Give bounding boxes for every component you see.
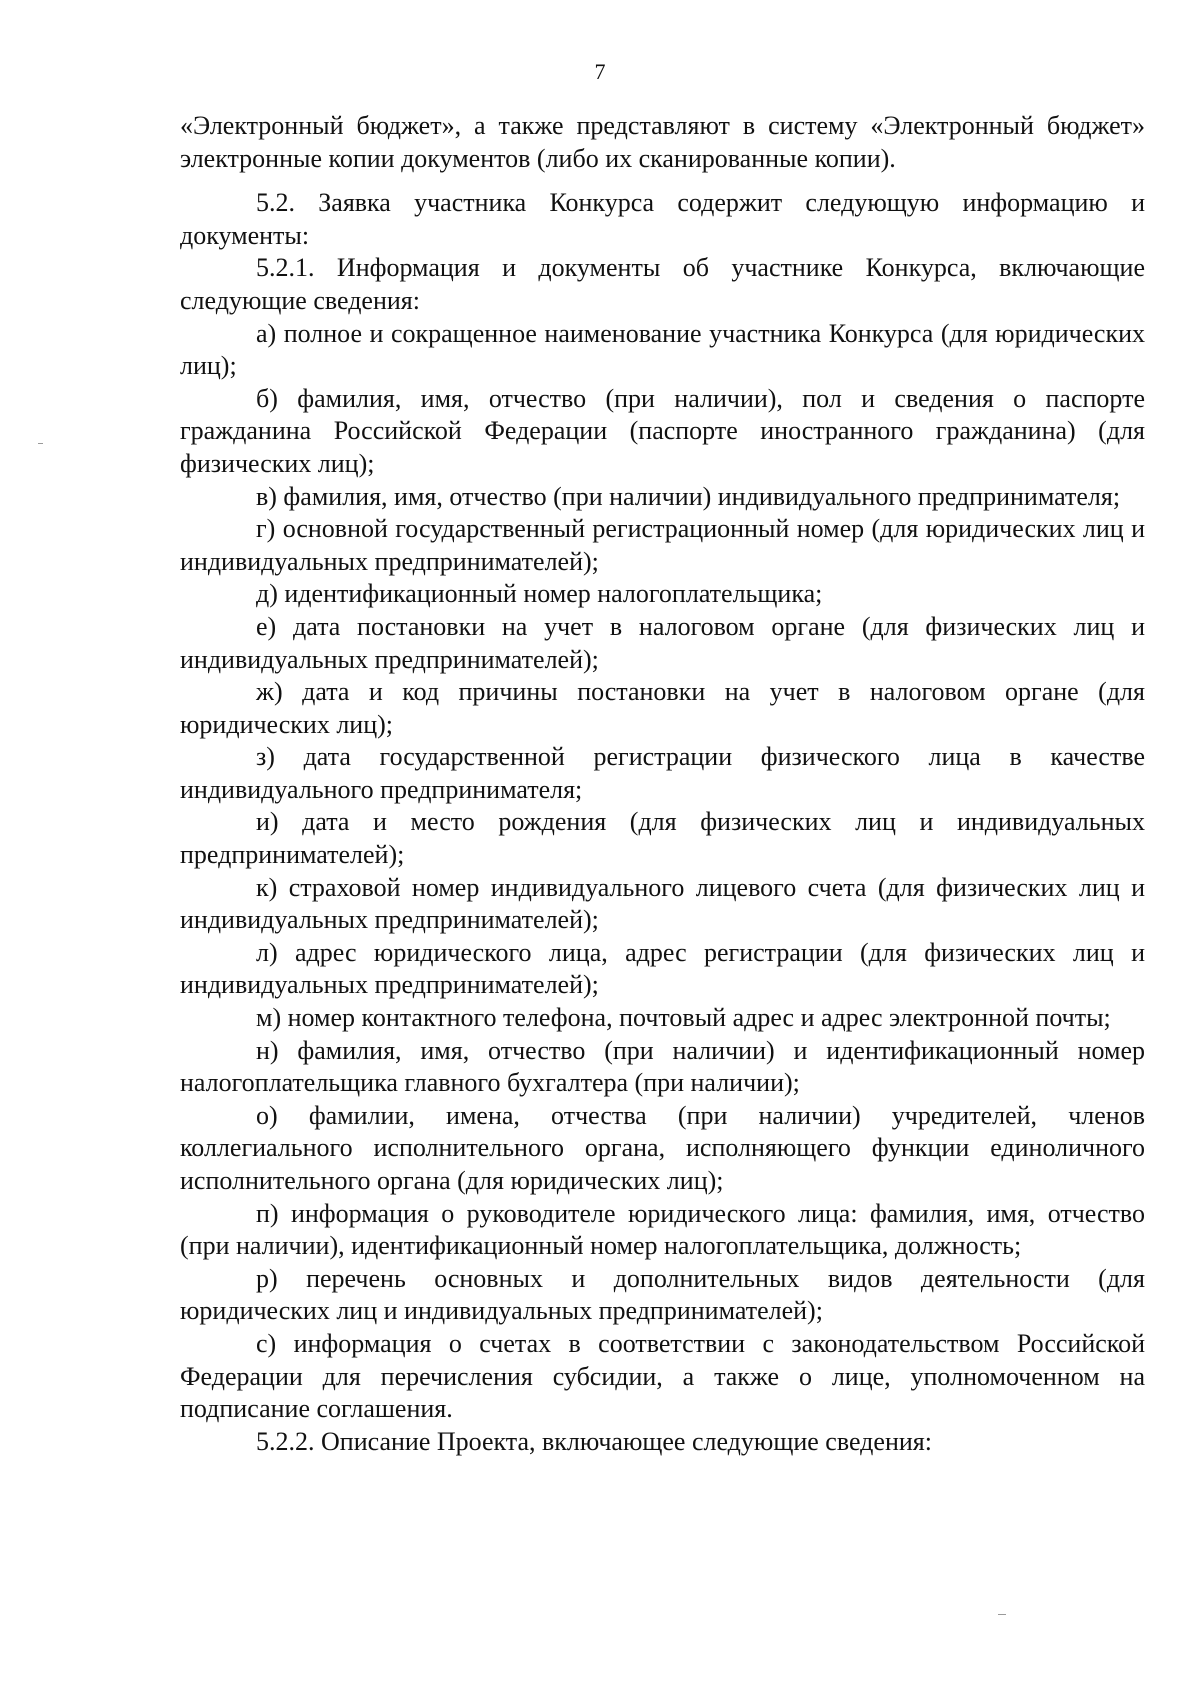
paragraph-5-2-2: 5.2.2. Описание Проекта, включающее следующие сведения: [256,1426,932,1456]
scan-artifact-bottom-right [998,1614,1006,1615]
list-item-d: д) идентификационный номер налогоплательщика; [256,579,823,609]
document-body [180,110,1145,1458]
list-item-b: б) фамилия, имя, отчество (при наличии), пол и сведения о паспорте гражданина Российской Федерации (паспорте иностранного гражданина) (для физических лиц); [180,383,1145,478]
list-item-k: к) страховой номер индивидуального лицевого счета (для физических лиц и индивидуальных предпринимателей); [180,872,1145,935]
paragraph-continuation: «Электронный бюджет», а также представляют в систему «Электронный бюджет» электронные копии документов (либо их сканированные копии). [180,111,1145,173]
page-number: 7 [594,59,606,84]
list-item-i: и) дата и место рождения (для физических лиц и индивидуальных предпринимателей); [180,807,1145,870]
list-item-n: н) фамилия, имя, отчество (при наличии) и идентификационный номер налогоплательщика главного бухгалтера (при наличии); [180,1035,1145,1098]
list-item-e: е) дата постановки на учет в налоговом органе (для физических лиц и индивидуальных предпринимателей); [180,611,1145,674]
list-item-p: п) информация о руководителе юридического лица: фамилия, имя, отчество (при наличии), идентификационный номер налогоплательщика, должность; [180,1198,1145,1261]
list-item-o: о) фамилии, имена, отчества (при наличии) учредителей, членов коллегиального исполнительного органа, исполняющего функции единоличного исполнительного органа (для юридических лиц); [180,1100,1145,1195]
list-item-m: м) номер контактного телефона, почтовый адрес и адрес электронной почты; [256,1003,1111,1033]
paragraph-5-2: 5.2. Заявка участника Конкурса содержит следующую информацию и документы: [180,188,1145,250]
scan-artifact-left [38,443,43,444]
list-item-g: г) основной государственный регистрационный номер (для юридических лиц и индивидуальных предпринимателей); [180,514,1145,576]
list-item-s: с) информация о счетах в соответствии с законодательством Российской Федерации для перечисления субсидии, а также о лице, уполномоченном на подписание соглашения. [180,1328,1145,1424]
list-item-r: р) перечень основных и дополнительных видов деятельности (для юридических лиц и индивидуальных предпринимателей); [180,1263,1145,1326]
paragraph-5-2-1: 5.2.1. Информация и документы об участнике Конкурса, включающие следующие сведения: [180,253,1145,315]
list-item-v: в) фамилия, имя, отчество (при наличии) индивидуального предпринимателя; [256,481,1121,511]
list-item-zh: ж) дата и код причины постановки на учет в налоговом органе (для юридических лиц); [180,677,1145,739]
list-item-a: а) полное и сокращенное наименование участника Конкурса (для юридических лиц); [180,318,1145,381]
list-item-z: з) дата государственной регистрации физического лица в качестве индивидуального предпринимателя; [180,742,1145,804]
list-item-l: л) адрес юридического лица, адрес регистрации (для физических лиц и индивидуальных предпринимателей); [180,937,1145,1000]
